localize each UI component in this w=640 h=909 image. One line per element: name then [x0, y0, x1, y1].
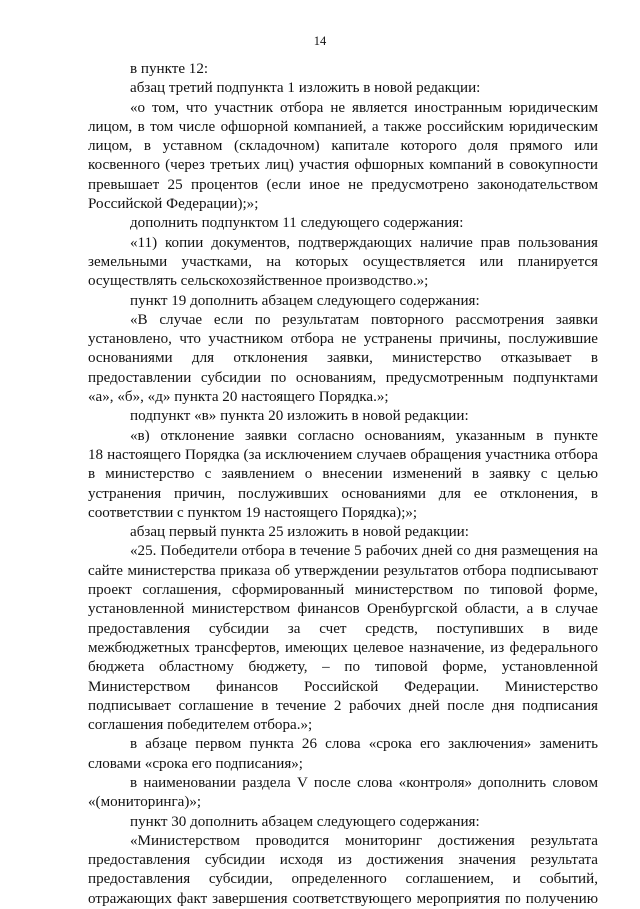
text-line: «11) копии документов, подтверждающих наличие прав пользования [130, 234, 598, 251]
text-line: словами «срока его подписания»; [88, 755, 304, 772]
text-line: основаниями для отклонения заявки, министерство отказывает в [88, 350, 598, 367]
text-line: земельными участками, на которых осуществляется или планируется [88, 253, 598, 270]
text-line: «о том, что участник отбора не является иностранным юридическим [130, 99, 598, 116]
text-line: сайте министерства приказа об утверждении результатов отбора подписывают [88, 562, 598, 579]
text-line: осуществлять сельскохозяйственное производство.»; [88, 273, 429, 290]
text-line: подпункт «в» пункта 20 изложить в новой редакции: [130, 408, 469, 425]
text-line: лицом, в том числе офшорной компанией, а также российским юридическим [88, 118, 598, 135]
paragraph [88, 407, 598, 426]
text-line: пункт 19 дополнить абзацем следующего содержания: [130, 292, 480, 309]
paragraph [88, 735, 598, 774]
text-line: установленной министерством финансов Оренбургской области, а в случае [88, 601, 598, 618]
text-line: «а», «б», «д» пункта 20 настоящего Порядка.»; [88, 389, 389, 406]
text-line: «(мониторинга)»; [88, 794, 202, 811]
paragraph [88, 311, 598, 407]
text-line: дополнить подпунктом 11 следующего содержания: [130, 215, 464, 232]
text-line: косвенного (через третьих лиц) участия офшорных компаний в совокупности [88, 157, 598, 174]
text-line: отражающих факт завершения соответствующего мероприятия по получению [88, 890, 598, 907]
text-line: «в) отклонение заявки согласно основаниям, указанным в пункте [130, 427, 598, 444]
text-line: превышает 25 процентов (если иное не предусмотрено законодательством [88, 176, 598, 193]
document-body [88, 60, 598, 909]
text-line: «В случае если по результатам повторного рассмотрения заявки [130, 311, 598, 328]
text-line: соответствии с пунктом 19 настоящего Порядка);»; [88, 504, 418, 521]
text-line: соглашения победителем отбора.»; [88, 717, 313, 734]
text-line: предоставлении субсидии по основаниям, предусмотренным подпунктами [88, 369, 598, 386]
paragraph [88, 99, 598, 215]
text-line: межбюджетных трансфертов, имеющих целевое назначение, из федерального [88, 639, 598, 656]
paragraph [88, 60, 598, 79]
text-line: лицом, в уставном (складочном) капитале которого доля прямого или [88, 138, 598, 155]
text-line: в абзаце первом пункта 26 слова «срока его заключения» заменить [130, 736, 598, 753]
text-line: абзац третий подпункта 1 изложить в новой редакции: [130, 80, 481, 97]
page-number: 14 [313, 34, 327, 48]
text-line: устранения причин, послуживших основаниями для ее отклонения, в [88, 485, 598, 502]
paragraph [88, 79, 598, 98]
text-line: Российской Федерации);»; [88, 196, 259, 213]
text-line: в министерство с заявлением о внесении изменений в заявку с целью [88, 466, 598, 483]
text-line: «Министерством проводится мониторинг достижения результата [130, 832, 598, 849]
paragraph [88, 214, 598, 233]
text-line: подписывает соглашение в течение 2 рабочих дней после дня подписания [88, 697, 598, 714]
text-line: предоставления субсидии исходя из достижения значения результата [88, 852, 598, 869]
paragraph [88, 523, 598, 542]
paragraph [88, 832, 598, 909]
text-line: в наименовании раздела V после слова «контроля» дополнить словом [130, 774, 598, 791]
paragraph [88, 542, 598, 735]
text-line: установлено, что участником отбора не устранены причины, послужившие [88, 331, 598, 348]
paragraph [88, 292, 598, 311]
text-line: бюджета областному бюджету, – по типовой форме, установленной [88, 659, 598, 676]
text-line: пункт 30 дополнить абзацем следующего содержания: [130, 813, 480, 830]
text-line: «25. Победители отбора в течение 5 рабочих дней со дня размещения на [130, 543, 598, 560]
paragraph [88, 427, 598, 523]
text-line: Министерством финансов Российской Федерации. Министерство [88, 678, 598, 695]
paragraph [88, 813, 598, 832]
text-line: абзац первый пункта 25 изложить в новой редакции: [130, 524, 469, 541]
text-line: в пункте 12: [130, 61, 209, 77]
text-line: 18 настоящего Порядка (за исключением случаев обращения участника отбора [88, 446, 598, 463]
paragraph [88, 234, 598, 292]
text-line: предоставления субсидии за счет средств, поступивших в виде [88, 620, 598, 637]
paragraph [88, 774, 598, 813]
text-line: проект соглашения, сформированный министерством по типовой форме, [88, 582, 598, 599]
text-line: предоставления субсидии, определенного соглашением, и событий, [88, 871, 598, 888]
